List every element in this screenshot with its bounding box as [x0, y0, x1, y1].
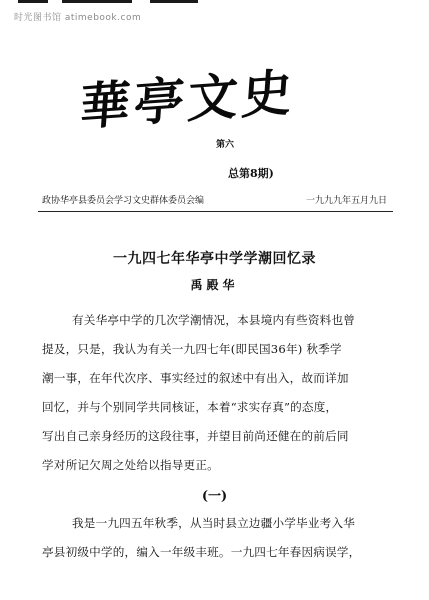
section-heading: (一): [201, 489, 228, 504]
body-line: 我是一九四五年秋季，从当时县立边疆小学毕业考入华: [72, 516, 356, 530]
article-author: 禹殿华: [190, 278, 239, 292]
top-scan-bar: [18, 0, 48, 3]
issue-sub-number: 第六: [216, 140, 235, 150]
top-scan-bar: [62, 0, 132, 3]
body-line: 提及，只是，我认为有关一九四七年(即民国36年) 秋季学: [42, 342, 342, 356]
body-line: 亭县初级中学的，编入一年级丰班。一九四七年春因病误学，: [42, 545, 361, 559]
article-title: 一九四七年华亭中学学潮回忆录: [113, 251, 316, 267]
publication-meta: [42, 193, 387, 206]
watermark-text: 时光图书馆 atimebook.com: [14, 13, 142, 23]
issue-total-number: 总第8期): [228, 167, 274, 180]
body-line: 潮一事，在年代次序、事实经过的叙述中有出入，故而详加: [42, 371, 349, 385]
body-line: 回忆，并与个别同学共同核证，本着“求实存真”的态度，: [42, 400, 338, 414]
body-line: 学对所记欠周之处给以指导更正。: [42, 458, 219, 472]
top-scan-bar: [150, 0, 198, 3]
body-line: 写出自己亲身经历的这段往事，并望目前尚还健在的前后同: [42, 429, 349, 443]
publication-date: 一九九九年五月九日: [305, 196, 387, 206]
body-line: 有关华亭中学的几次学潮情况，本县境内有些资料也曾: [72, 313, 356, 327]
masthead-title: 華亭文史: [78, 62, 298, 137]
header-divider: [38, 211, 393, 212]
publisher-line: 政协华亭县委员会学习文史群体委员会编: [42, 196, 205, 206]
